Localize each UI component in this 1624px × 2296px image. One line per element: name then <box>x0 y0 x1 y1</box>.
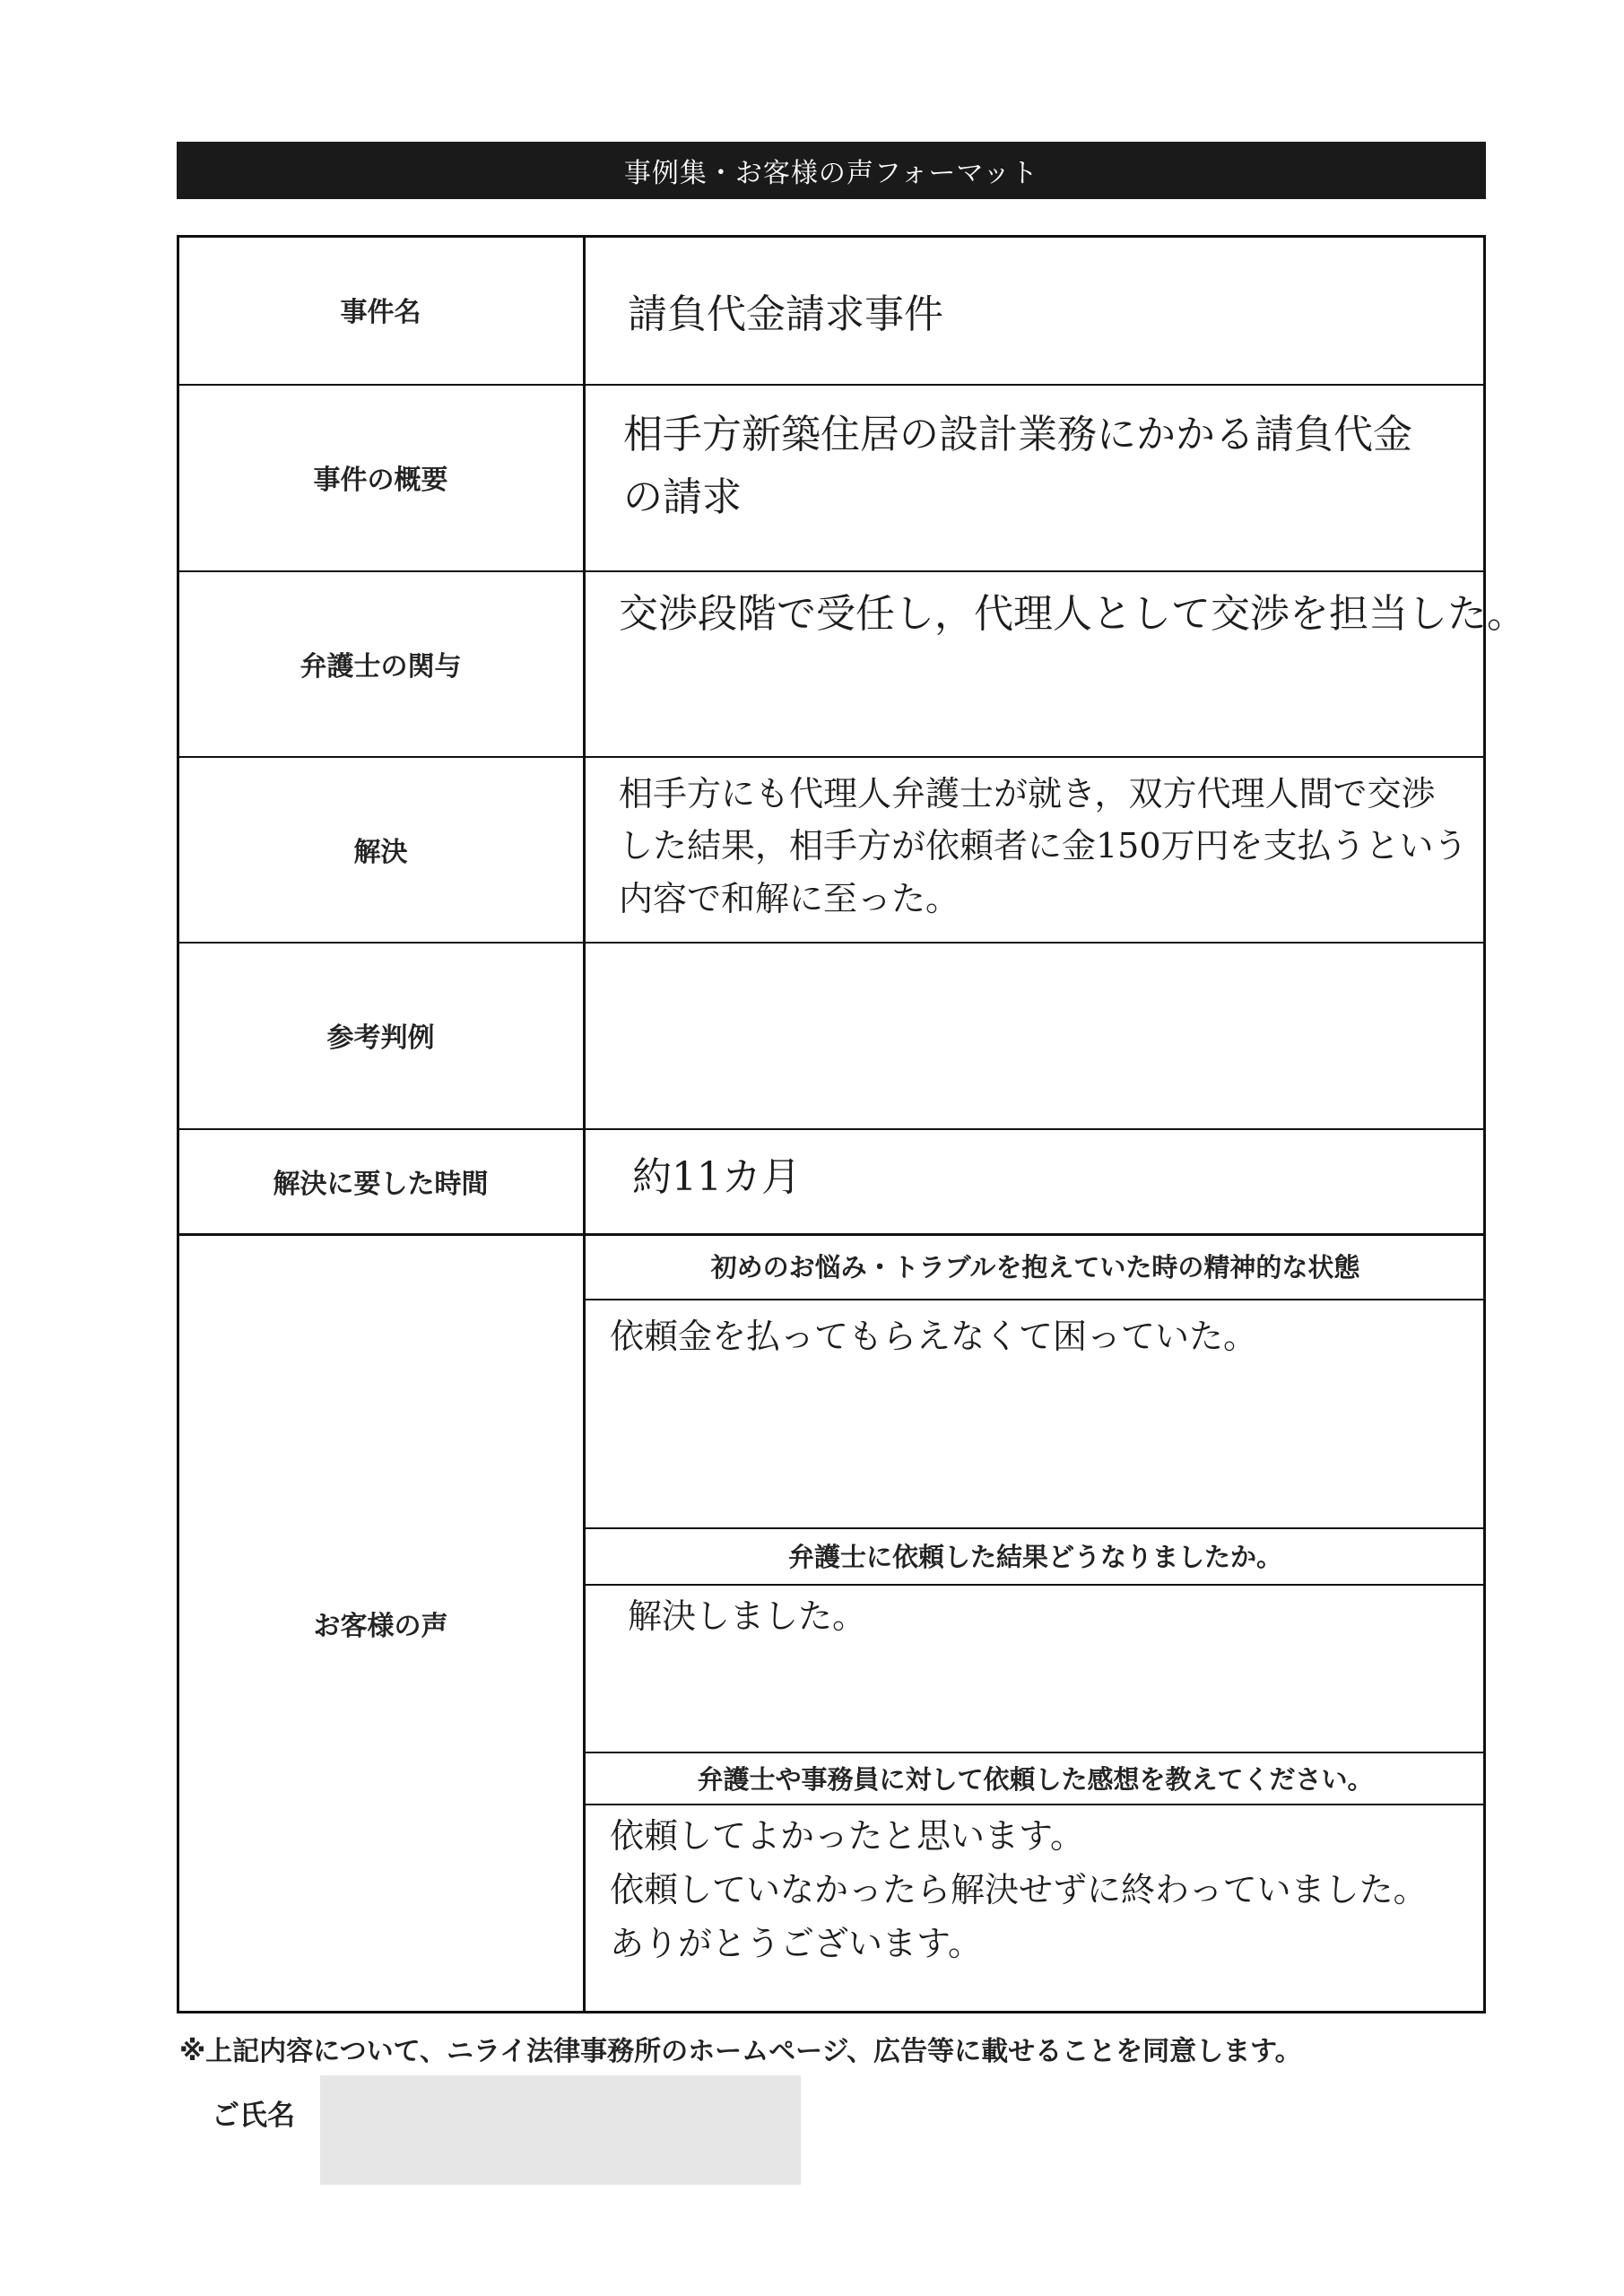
row-label-case-name: 事件名 <box>340 297 421 328</box>
voice-answer-impressions-line-2: 依頼していなかったら解決せずに終わっていました。 <box>610 1870 1428 1909</box>
row-label-customer-voice: お客様の声 <box>313 1611 448 1642</box>
voice-answer-impressions-line-3: ありがとうございます。 <box>610 1924 982 1963</box>
case-name-value: 請負代金請求事件 <box>628 291 943 337</box>
resolution-line-2: した結果，相手方が依頼者に金150万円を支払うという <box>619 826 1468 865</box>
duration-value: 約11カ月 <box>632 1154 801 1200</box>
resolution-line-3: 内容で和解に至った。 <box>619 879 960 918</box>
summary-line-1: 相手方新築住居の設計業務にかかる請負代金 <box>623 412 1412 457</box>
row-label-summary: 事件の概要 <box>313 465 448 496</box>
voice-divider <box>585 1804 1486 1805</box>
row-label-lawyer-role: 弁護士の関与 <box>300 650 462 683</box>
name-redaction-box <box>320 2075 801 2185</box>
name-label: ご氏名 <box>212 2100 295 2132</box>
voice-answer-impressions-line-1: 依頼してよかったと思います。 <box>610 1816 1084 1856</box>
voice-answer-result: 解決しました。 <box>628 1596 867 1636</box>
resolution-line-1: 相手方にも代理人弁護士が就き，双方代理人間で交渉 <box>619 774 1436 813</box>
summary-line-2: の請求 <box>623 474 742 520</box>
consent-note: ※上記内容について、ニライ法律事務所のホームページ、広告等に載せることを同意します。 <box>179 2036 1302 2067</box>
lawyer-role-value: 交渉段階で受任し，代理人として交渉を担当した。 <box>619 591 1526 637</box>
row-label-resolution: 解決 <box>353 836 408 868</box>
voice-divider <box>585 1299 1486 1300</box>
voice-question-result: 弁護士に依頼した結果どうなりましたか。 <box>787 1542 1282 1572</box>
voice-question-initial-state: 初めのお悩み・トラブルを抱えていた時の精神的な状態 <box>710 1252 1360 1283</box>
voice-answer-initial-state: 依頼金を払ってもらえなくて困っていた。 <box>610 1317 1258 1356</box>
form-title: 事例集・お客様の声フォーマット <box>177 142 1486 199</box>
voice-divider <box>585 1584 1486 1586</box>
row-label-precedent: 参考判例 <box>326 1022 435 1054</box>
voice-question-impressions: 弁護士や事務員に対して依頼した感想を教えてください。 <box>697 1763 1374 1795</box>
row-label-duration: 解決に要した時間 <box>273 1168 489 1200</box>
